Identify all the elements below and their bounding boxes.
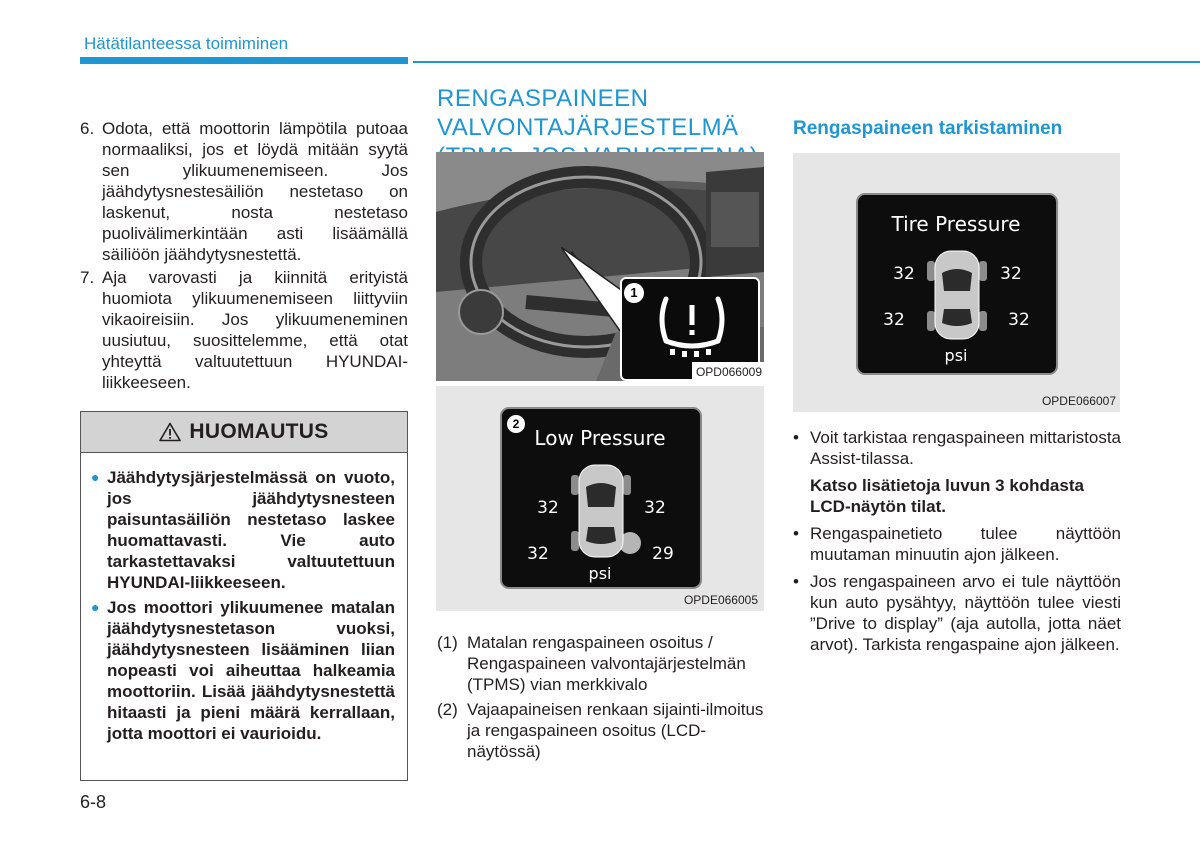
- step-text: Aja varovasti ja kiinnitä erityistä huomiota ylikuumenemiseen liittyviin vikaoireisiin. Jos ylikuumeneminen uusiutuu, suosittelemme, että otat yhteyttä valtuutettuun HYUNDAI-liikkeeseen.: [102, 268, 408, 392]
- step-text: Odota, että moottorin lämpötila putoaa normaaliksi, jos et löydä mitään syytä sen ylikuumenemiseen. Jos jäähdytysnestesäiliön nestetaso on laskenut, nosta nestetaso puolivälimerkintään asti lisäämällä säiliöön jäähdytysnestettä.: [102, 119, 408, 264]
- notice-label: HUOMAUTUS: [189, 420, 329, 443]
- pressure-unit: psi: [588, 564, 612, 583]
- notice-box: [80, 411, 408, 781]
- page-number: 6-8: [80, 792, 107, 812]
- bullet-icon: •: [793, 428, 799, 447]
- notice-body: [81, 453, 407, 744]
- callout-number: 2: [507, 415, 525, 433]
- rear-right-pressure: 32: [1008, 310, 1030, 330]
- list-item: [793, 427, 1121, 469]
- caption-item: [437, 632, 767, 695]
- caption-text: Vajaapaineisen renkaan sijainti-ilmoitus ja rengaspaineen osoitus (LCD-näytössä): [467, 700, 764, 761]
- callout-number: 1: [624, 283, 644, 303]
- front-right-pressure: 32: [1000, 264, 1022, 284]
- bullet-icon: ●: [91, 599, 100, 615]
- front-left-pressure: 32: [537, 498, 559, 518]
- caption-text: Matalan rengaspaineen osoitus / Rengaspaineen valvontajärjestelmän (TPMS) vian merkkivalo: [467, 633, 746, 694]
- figure-captions: [437, 632, 767, 766]
- notice-item: [91, 467, 395, 593]
- front-left-pressure: 32: [893, 264, 915, 284]
- list-item: [793, 571, 1121, 655]
- header-rule: [413, 61, 1200, 63]
- car-top-view-icon: [927, 251, 987, 339]
- reference-note: Katso lisätietoja luvun 3 kohdasta LCD-näytön tilat.: [810, 476, 1084, 516]
- running-header: Hätätilanteessa toimiminen: [84, 34, 289, 53]
- rear-left-pressure: 32: [527, 544, 549, 564]
- notice-item: [91, 597, 395, 744]
- rear-right-pressure: 29: [652, 544, 674, 564]
- lcd-heading: Tire Pressure: [891, 212, 1021, 236]
- caption-number: (1): [437, 633, 458, 652]
- figure-code: OPDE066005: [683, 593, 758, 607]
- bullet-icon: •: [793, 572, 799, 591]
- list-item-text: Voit tarkistaa rengaspaineen mittaristosta Assist-tilassa.: [810, 428, 1121, 468]
- low-pressure-lcd: [500, 407, 702, 589]
- caption-number: (2): [437, 700, 458, 719]
- tire-pressure-lcd: [856, 193, 1058, 375]
- tire-pressure-figure: [793, 153, 1120, 412]
- step-item: [80, 118, 408, 265]
- bullet-icon: •: [793, 524, 799, 543]
- figure-code-text: OPD066009: [695, 365, 762, 379]
- list-item: [793, 523, 1121, 565]
- header-bar: [80, 57, 408, 64]
- lcd-heading: Low Pressure: [534, 426, 666, 450]
- pressure-unit: psi: [944, 346, 968, 365]
- caption-item: [437, 699, 767, 762]
- low-pressure-figure: [436, 386, 764, 611]
- notice-text: Jos moottori ylikuumenee matalan jäähdytysnestetason vuoksi, jäähdytysnesteen lisääminen liian nopeasti voi aiheuttaa halkeamia moottoriin. Lisää jäähdytysnestettä hitaasti ja pieni määrä kerrallaan, jotta moottori ei vaurioidu.: [107, 598, 395, 743]
- step-item: [80, 267, 408, 393]
- subsection-title: Rengaspaineen tarkistaminen: [793, 118, 1063, 139]
- warning-triangle-icon: [159, 422, 181, 442]
- notice-header: [81, 412, 407, 453]
- dashboard-illustration: [436, 152, 764, 381]
- list-item-text: Rengaspainetieto tulee näyttöön muutaman minuutin ajon jälkeen.: [810, 524, 1121, 564]
- step-number: 6.: [80, 119, 95, 138]
- list-item-text: Jos rengaspaineen arvo ei tule näyttöön kun auto pysähtyy, näyttöön tulee viesti ”Drive to display” (aja autolla, jotta näet arvot). Tarkista rengaspaine ajon jälkeen.: [810, 572, 1121, 654]
- step-number: 7.: [80, 268, 95, 287]
- figure-code: [692, 362, 764, 381]
- front-right-pressure: 32: [644, 498, 666, 518]
- bullet-icon: ●: [91, 469, 100, 485]
- notice-text: Jäähdytysjärjestelmässä on vuoto, jos jäähdytysnesteen paisuntasäiliön nestetaso laskee huomattavasti. Vie auto tarkastettavaksi valtuutettuun HYUNDAI-liikkeeseen.: [107, 468, 395, 592]
- overheat-steps: [80, 118, 408, 395]
- section-title-line: RENGASPAINEEN VALVONTAJÄRJESTELMÄ: [437, 85, 739, 141]
- tire-check-notes: [793, 427, 1121, 661]
- rear-left-pressure: 32: [883, 310, 905, 330]
- figure-code: OPDE066007: [1041, 394, 1116, 408]
